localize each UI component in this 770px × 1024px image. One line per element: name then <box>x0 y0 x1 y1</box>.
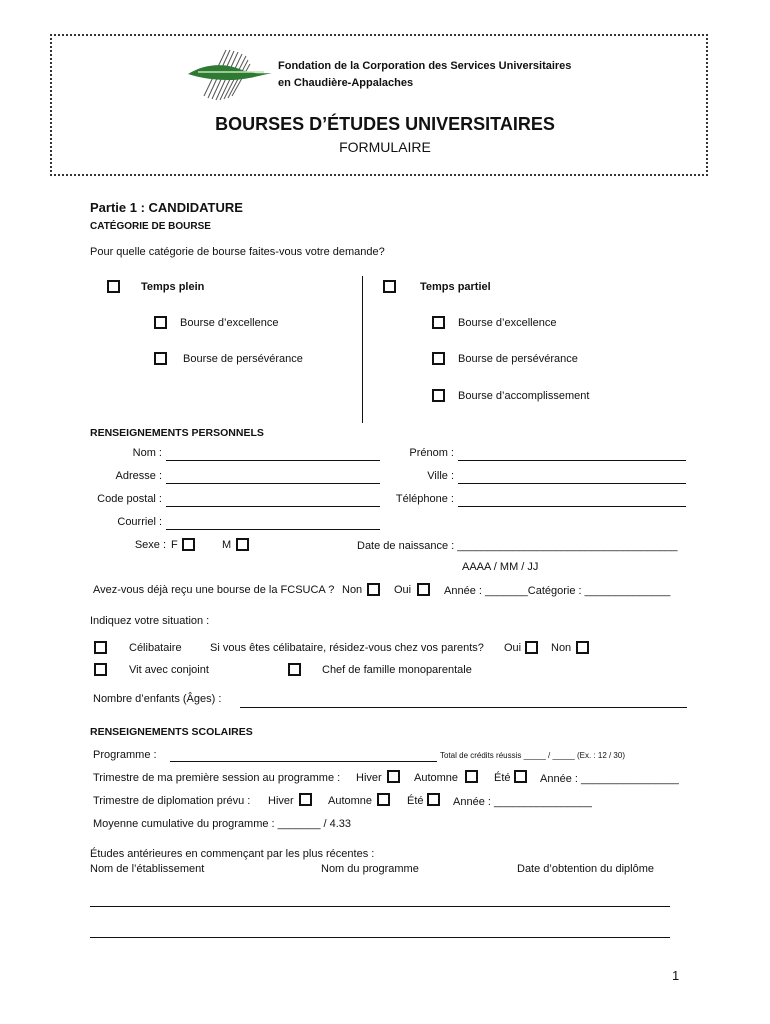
sexe-m-checkbox[interactable] <box>236 538 249 551</box>
grad-automne-checkbox[interactable] <box>377 793 390 806</box>
parents-non-label: Non <box>551 642 572 654</box>
date-naissance-label: Date de naissance : ____________________________________ <box>357 540 678 552</box>
previous-oui-checkbox[interactable] <box>417 583 430 596</box>
page-number: 1 <box>672 968 680 983</box>
part-time-perseverance-checkbox[interactable] <box>432 352 445 365</box>
monoparentale-checkbox[interactable] <box>288 663 301 676</box>
grad-year-field: Année : ________________ <box>453 796 592 808</box>
situation-question: Indiquez votre situation : <box>90 615 210 627</box>
adresse-label: Adresse : <box>115 470 162 482</box>
part-time-perseverance-label: Bourse de persévérance <box>458 353 578 365</box>
grad-hiver-checkbox[interactable] <box>299 793 312 806</box>
first-year-field: Année : ________________ <box>540 773 679 785</box>
nom-field[interactable] <box>166 460 380 461</box>
part-time-checkbox[interactable] <box>383 280 396 293</box>
previous-oui-label: Oui <box>394 584 412 596</box>
moyenne-field: Moyenne cumulative du programme : _______ / 4.33 <box>93 818 352 830</box>
col-etablissement: Nom de l’établissement <box>90 863 205 875</box>
graduation-label: Trimestre de diplomation prévu : <box>93 795 251 807</box>
previous-year-category: Année : _______Catégorie : ______________ <box>444 585 671 597</box>
foundation-logo <box>184 44 276 102</box>
first-session-label: Trimestre de ma première session au programme : <box>93 772 341 784</box>
full-time-perseverance-checkbox[interactable] <box>154 352 167 365</box>
previous-studies-line-2[interactable] <box>90 937 670 938</box>
ville-field[interactable] <box>458 483 686 484</box>
full-time-excellence-label: Bourse d’excellence <box>180 317 279 329</box>
column-divider <box>362 276 363 423</box>
part1-heading: Partie 1 : CANDIDATURE <box>90 200 243 215</box>
celibataire-label: Célibataire <box>129 642 182 654</box>
full-time-perseverance-label: Bourse de persévérance <box>183 353 303 365</box>
personal-heading: RENSEIGNEMENTS PERSONNELS <box>90 427 264 439</box>
sexe-f-label: F <box>171 539 178 551</box>
previous-non-checkbox[interactable] <box>367 583 380 596</box>
grad-hiver-label: Hiver <box>268 795 294 807</box>
org-name-line2: en Chaudière-Appalaches <box>278 77 414 89</box>
conjoint-label: Vit avec conjoint <box>129 664 209 676</box>
part-time-accomplishment-checkbox[interactable] <box>432 389 445 402</box>
code-postal-field[interactable] <box>166 506 380 507</box>
enfants-label: Nombre d’enfants (Âges) : <box>93 693 222 705</box>
programme-field[interactable] <box>170 761 437 762</box>
sexe-m-label: M <box>222 539 232 551</box>
code-postal-label: Code postal : <box>97 493 162 505</box>
first-hiver-label: Hiver <box>356 772 382 784</box>
previous-non-label: Non <box>342 584 363 596</box>
full-time-checkbox[interactable] <box>107 280 120 293</box>
prenom-label: Prénom : <box>409 447 454 459</box>
grad-ete-checkbox[interactable] <box>427 793 440 806</box>
parents-question: Si vous êtes célibataire, résidez-vous chez vos parents? <box>210 642 484 654</box>
monoparentale-label: Chef de famille monoparentale <box>322 664 472 676</box>
part-time-excellence-label: Bourse d’excellence <box>458 317 557 329</box>
first-automne-label: Automne <box>414 772 459 784</box>
first-hiver-checkbox[interactable] <box>387 770 400 783</box>
category-heading: CATÉGORIE DE BOURSE <box>90 221 211 232</box>
first-ete-label: Été <box>494 772 511 784</box>
full-time-label: Temps plein <box>141 281 205 293</box>
adresse-field[interactable] <box>166 483 380 484</box>
sexe-f-checkbox[interactable] <box>182 538 195 551</box>
telephone-field[interactable] <box>458 506 686 507</box>
parents-non-checkbox[interactable] <box>576 641 589 654</box>
part-time-excellence-checkbox[interactable] <box>432 316 445 329</box>
first-automne-checkbox[interactable] <box>465 770 478 783</box>
telephone-label: Téléphone : <box>395 493 454 505</box>
prenom-field[interactable] <box>458 460 686 461</box>
ville-label: Ville : <box>427 470 454 482</box>
part-time-accomplishment-label: Bourse d’accomplissement <box>458 390 590 402</box>
parents-oui-checkbox[interactable] <box>525 641 538 654</box>
school-heading: RENSEIGNEMENTS SCOLAIRES <box>90 726 253 738</box>
programme-label: Programme : <box>93 749 157 761</box>
part-time-label: Temps partiel <box>420 281 491 293</box>
col-programme: Nom du programme <box>321 863 419 875</box>
parents-oui-label: Oui <box>504 642 522 654</box>
previous-scholarship-question: Avez-vous déjà reçu une bourse de la FCSUCA ? <box>93 584 335 596</box>
grad-automne-label: Automne <box>328 795 373 807</box>
previous-studies-label: Études antérieures en commençant par les plus récentes : <box>90 848 375 860</box>
org-name-line1: Fondation de la Corporation des Services Universitaires <box>278 60 572 72</box>
enfants-field[interactable] <box>240 707 687 708</box>
previous-studies-line-1[interactable] <box>90 906 670 907</box>
celibataire-checkbox[interactable] <box>94 641 107 654</box>
grad-ete-label: Été <box>407 795 424 807</box>
courriel-label: Courriel : <box>117 516 162 528</box>
nom-label: Nom : <box>132 447 162 459</box>
date-format-hint: AAAA / MM / JJ <box>462 561 539 573</box>
conjoint-checkbox[interactable] <box>94 663 107 676</box>
credits-field: Total de crédits réussis _____ / _____ (Ex. : 12 / 30) <box>440 751 625 760</box>
form-title: BOURSES D’ÉTUDES UNIVERSITAIRES <box>215 114 555 134</box>
courriel-field[interactable] <box>166 529 380 530</box>
category-question: Pour quelle catégorie de bourse faites-vous votre demande? <box>90 246 385 258</box>
first-ete-checkbox[interactable] <box>514 770 527 783</box>
full-time-excellence-checkbox[interactable] <box>154 316 167 329</box>
form-subtitle: FORMULAIRE <box>339 139 431 155</box>
col-date-diplome: Date d’obtention du diplôme <box>517 863 654 875</box>
sexe-label: Sexe : <box>134 539 166 551</box>
